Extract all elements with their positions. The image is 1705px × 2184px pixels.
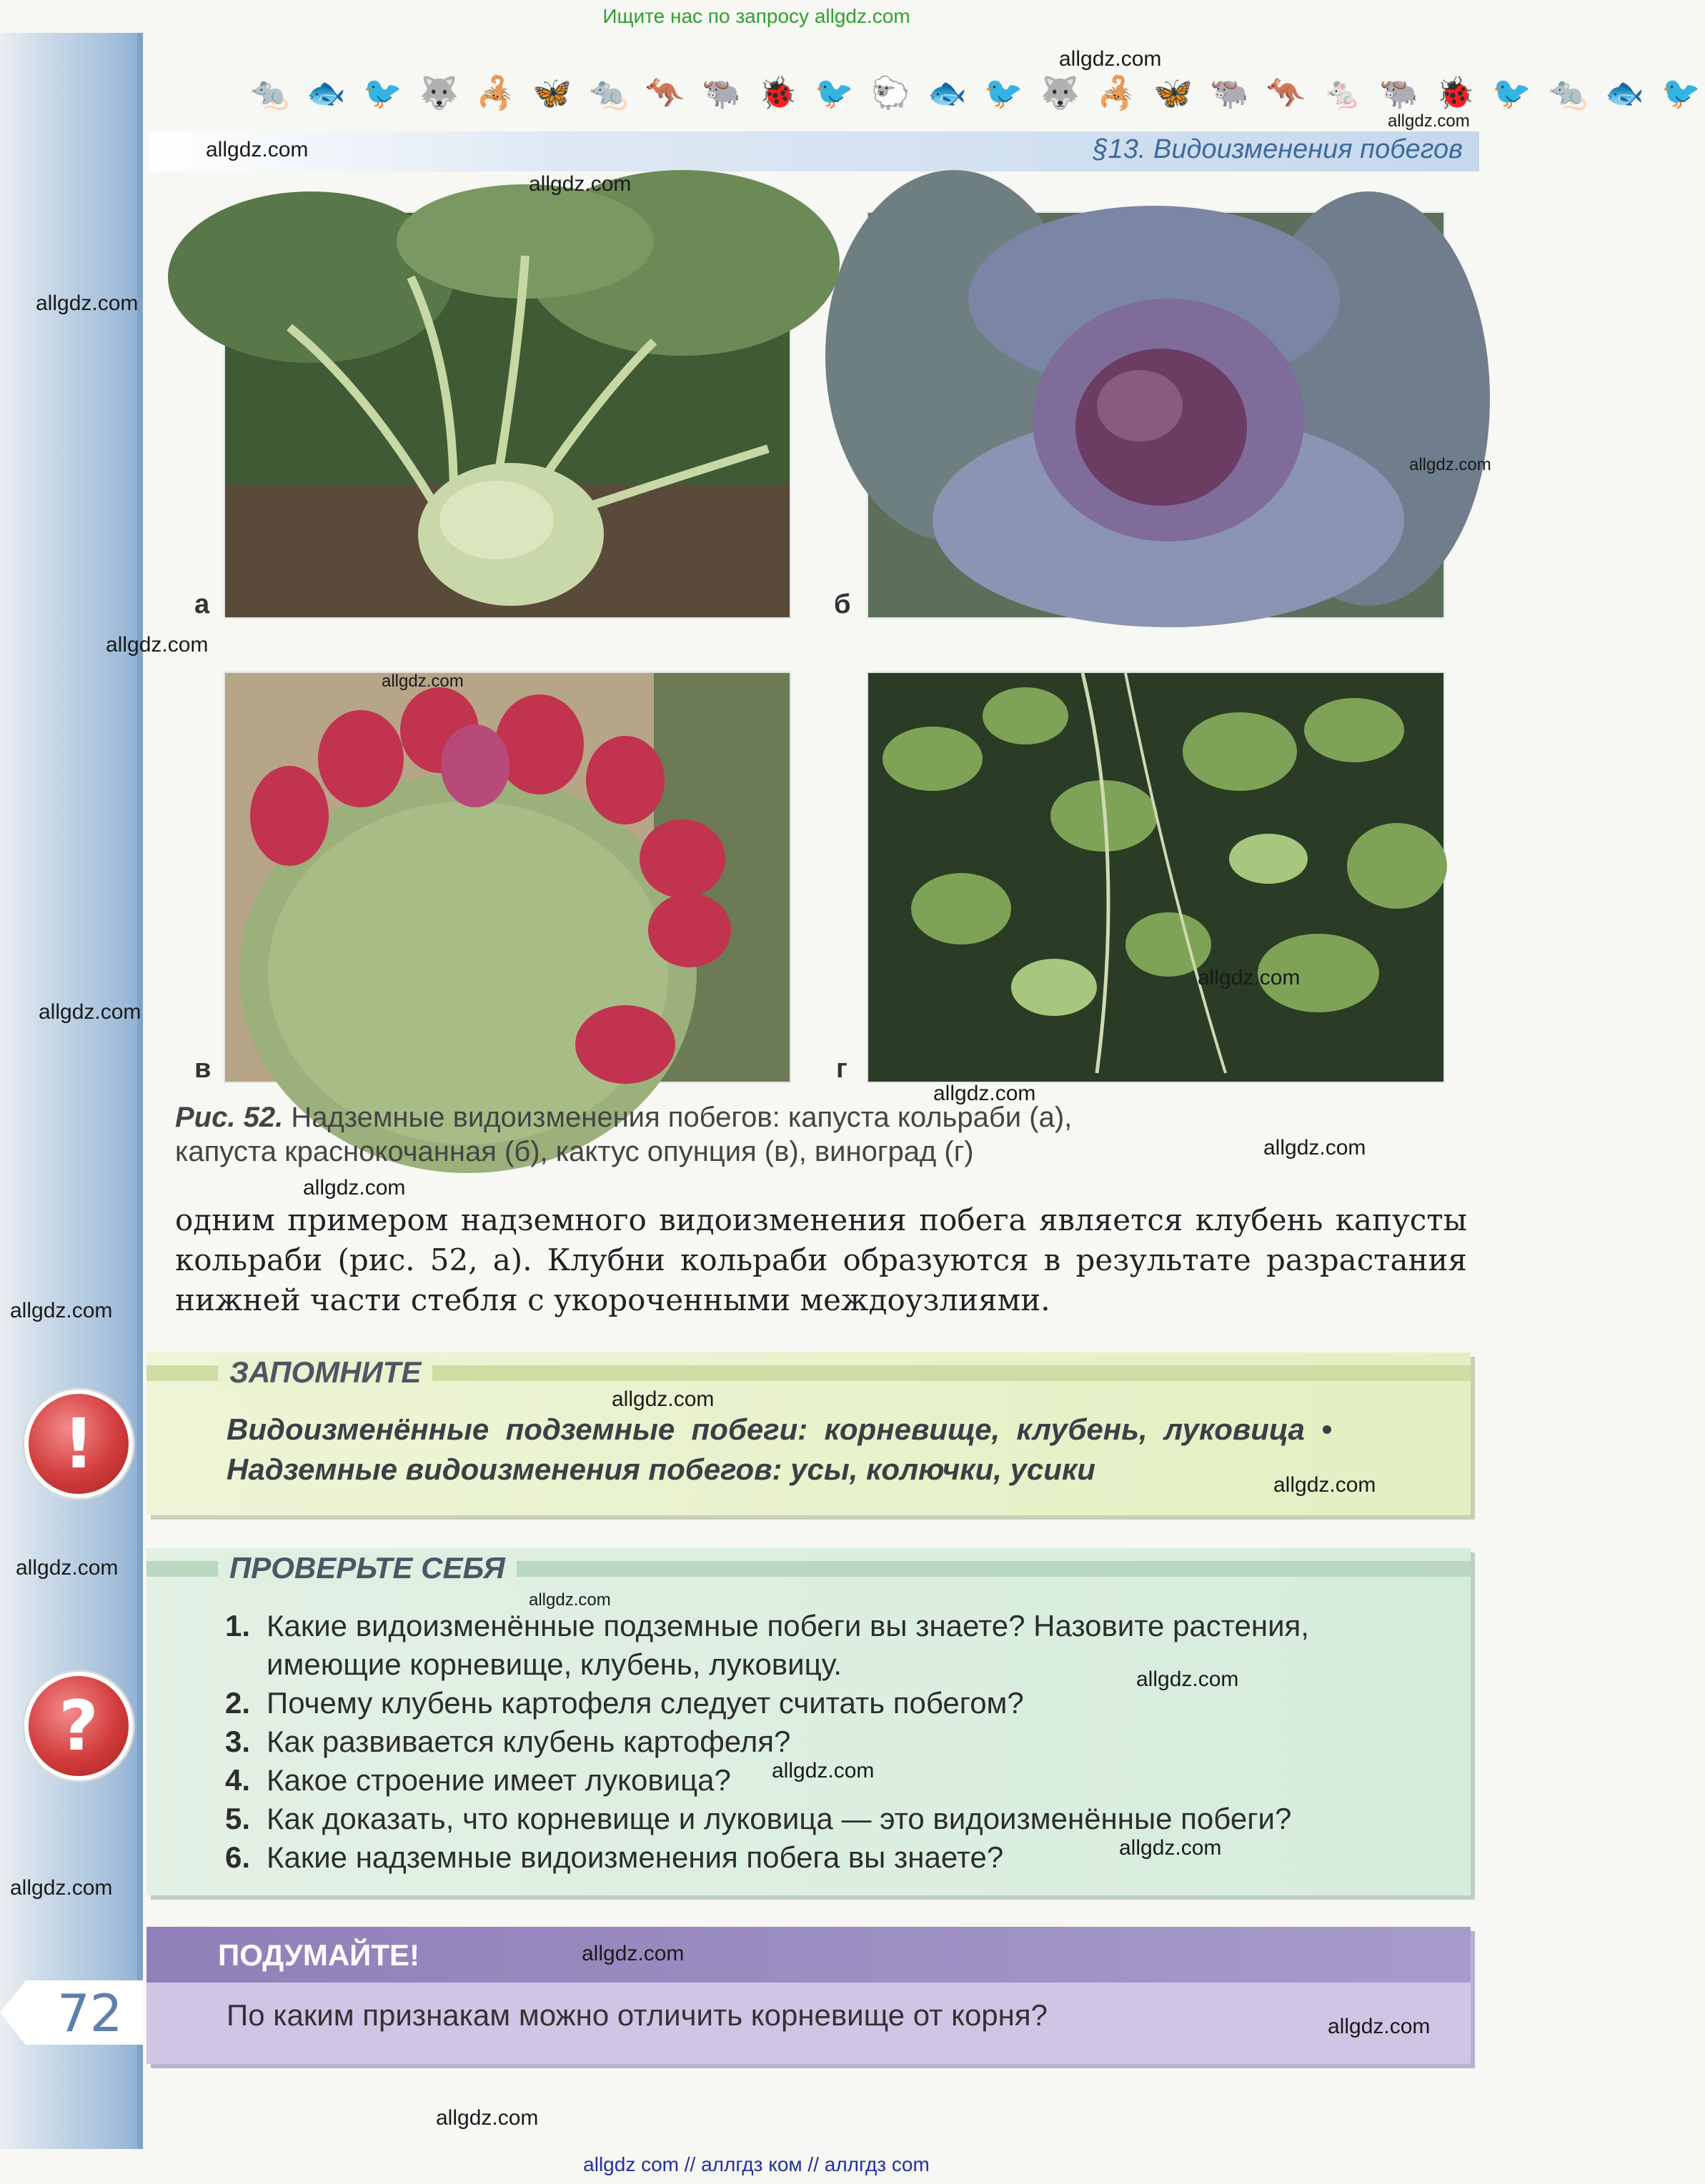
remember-box [146,1352,1471,1515]
left-strip-edge [137,33,143,2149]
exclamation-icon: ! [24,1390,133,1498]
question-item [225,1607,1447,1684]
question-list [225,1607,1447,1877]
photo-grape-vine [867,672,1445,1083]
question-number: 3. [225,1725,251,1758]
check-title: ПРОВЕРЬТЕ СЕБЯ [218,1551,517,1585]
caption-line-2: капуста краснокочанная (б), кактус опунция (в), виноград (г) [175,1136,974,1167]
remember-title: ЗАПОМНИТЕ [218,1355,432,1390]
question-number: 2. [225,1686,251,1720]
question-text: Какие надземные видоизменения побега вы знаете? [267,1840,1004,1874]
watermark: allgdz.com [106,633,209,657]
watermark: allgdz.com [933,1082,1036,1105]
section-title: §13. Видоизменения побегов [1093,134,1463,164]
question-number: 1. [225,1609,251,1642]
question-item [225,1722,1447,1761]
body-paragraph: одним примером надземного видоизменения побега является клубень капусты кольраби (рис. 52, а). Клубни кольраби образуются в результате разрастания нижней части стебля с укороченными междоузлиями. [175,1202,1467,1317]
photo-cactus-opuntia [224,672,791,1083]
remember-text [227,1410,1441,1490]
think-question: По каким признакам можно отличить корневище от корня? [227,1998,1048,2032]
watermark: allgdz.com [1119,1836,1222,1860]
caption-figure-ref: Рис. 52. [175,1102,284,1133]
check-yourself-box [146,1548,1471,1895]
watermark: allgdz.com [529,172,632,196]
watermark: allgdz.com [10,1876,113,1900]
question-text: Почему клубень картофеля следует считать побегом? [267,1686,1024,1720]
question-text: Как доказать, что корневище и луковица — это видоизменённые побеги? [267,1802,1292,1835]
watermark: allgdz.com [1409,455,1491,474]
page-number: 72 [57,1983,123,2043]
watermark: allgdz.com [206,138,309,161]
watermark: allgdz.com [1136,1667,1239,1691]
remember-line-1: Видоизменённые подземные побеги: корневище, клубень, луковица • [227,1412,1332,1446]
photo-label-d: г [836,1054,847,1084]
grape-vine-illustration [868,673,1443,1082]
kohlrabi-illustration [225,213,790,617]
watermark: allgdz.com [10,1299,113,1322]
animal-frieze: 🐀 🐟 🐦 🐺 🦂 🦋 🐀 🦘 🐃 🐞 🐦 🐑 🐟 🐦 🐺 🦂 🦋 🐃 🦘 🐁 🐃 🐞 🐦 🐀 🐟 🐦 [250,76,1705,111]
think-title: ПОДУМАЙТЕ! [218,1938,420,1972]
caption-line-1: Надземные видоизменения побегов: капуста кольраби (а), [283,1102,1073,1133]
watermark: allgdz.com [436,2106,539,2130]
photo-label-b: б [834,589,851,619]
watermark: allgdz.com [612,1387,715,1411]
photo-red-cabbage [867,211,1445,619]
photo-label-c: в [194,1054,212,1084]
question-item [225,1838,1447,1877]
top-banner[interactable]: Ищите нас по запросу allgdz.com [602,5,910,27]
bottom-banner[interactable]: allgdz com // аллгдз ком // аллгдз com [583,2153,930,2175]
question-text: Какие видоизменённые подземные побеги вы знаете? Назовите растения, имеющие корневище, клубень, луковицу. [267,1609,1309,1681]
watermark: allgdz.com [303,1176,406,1200]
red-cabbage-illustration [868,213,1443,617]
question-number: 4. [225,1763,251,1797]
watermark: allgdz.com [529,1590,611,1610]
watermark: allgdz.com [1328,2015,1431,2038]
watermark: allgdz.com [582,1942,685,1965]
question-text: Какое строение имеет луковица? [267,1763,731,1797]
watermark: allgdz.com [772,1759,875,1782]
question-number: 6. [225,1840,251,1874]
watermark: allgdz.com [1263,1136,1366,1160]
watermark: allgdz.com [36,291,139,315]
question-text: Как развивается клубень картофеля? [267,1725,791,1758]
photo-kohlrabi [224,211,791,619]
watermark: allgdz.com [382,672,464,691]
watermark: allgdz.com [1059,47,1162,71]
watermark: allgdz.com [39,1000,141,1024]
question-item [225,1684,1447,1722]
photo-label-a: а [194,589,210,619]
question-icon: ? [24,1672,133,1780]
question-number: 5. [225,1802,251,1835]
watermark: allgdz.com [1273,1473,1376,1497]
watermark: allgdz.com [1198,966,1301,989]
cactus-illustration [225,673,790,1082]
think-box [146,1927,1471,2064]
remember-line-2: Надземные видоизменения побегов: усы, колючки, усики [227,1452,1095,1486]
question-item [225,1800,1447,1838]
left-margin-strip [0,33,143,2149]
watermark: allgdz.com [1388,111,1470,131]
watermark: allgdz.com [16,1556,119,1580]
